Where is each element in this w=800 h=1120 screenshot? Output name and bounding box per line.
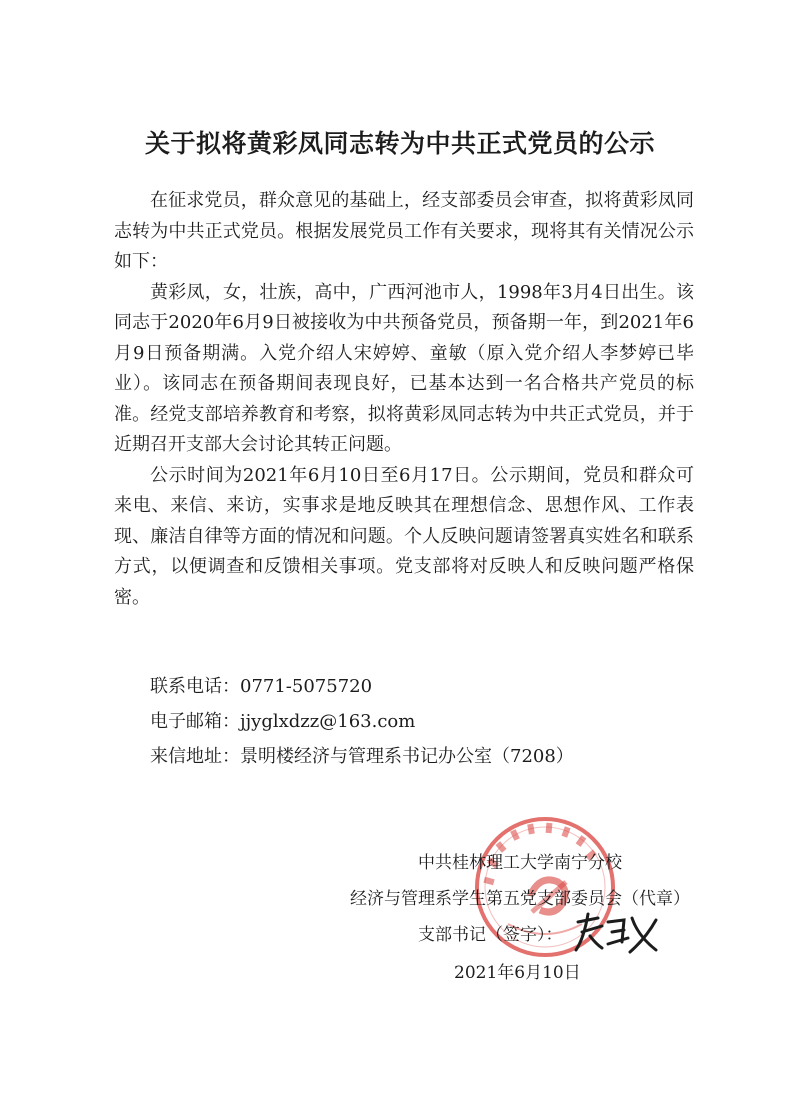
signoff-secretary: 支部书记（签字）： (418, 925, 563, 945)
notice-body (114, 186, 694, 613)
handwritten-signature (572, 908, 662, 958)
signoff-branch: 经济与管理系学生第五党支部委员会（代章） (350, 889, 690, 909)
contact-address: 来信地址：景明楼经济与管理系书记办公室（7208） (150, 746, 574, 767)
notice-title: 关于拟将黄彩凤同志转为中共正式党员的公示 (144, 129, 655, 158)
paragraph-profile: 黄彩凤，女，壮族，高中，广西河池市人，1998年3月4日出生。该同志于2020年6月9日被接收为中共预备党员，预备期一年，到2021年6月9日预备期满。入党介绍人宋婷婷、童敏（原入党介绍人李梦婷已毕业）。该同志在预备期间表现良好，已基本达到一名合格共产党员的标准。经党支部培养教育和考察，拟将黄彩凤同志转为中共正式党员，并于近期召开支部大会讨论其转正问题。 (114, 281, 694, 455)
contact-phone: 联系电话：0771-5075720 (150, 676, 373, 697)
contact-email: 电子邮箱：jjyglxdzz@163.com (150, 711, 416, 732)
paragraph-period: 公示时间为2021年6月10日至6月17日。公示期间，党员和群众可来电、来信、来访，实事求是地反映其在理想信念、思想作风、工作表现、廉洁自律等方面的情况和问题。个人反映问题请签署真实姓名和联系方式，以便调查和反馈相关事项。党支部将对反映人和反映问题严格保密。 (114, 464, 694, 608)
signoff-date: 2021年6月10日 (454, 963, 581, 983)
signoff-organization: 中共桂林理工大学南宁分校 (418, 853, 622, 873)
paragraph-intro: 在征求党员，群众意见的基础上，经支部委员会审查，拟将黄彩凤同志转为中共正式党员。根据发展党员工作有关要求，现将其有关情况公示如下： (114, 190, 694, 272)
